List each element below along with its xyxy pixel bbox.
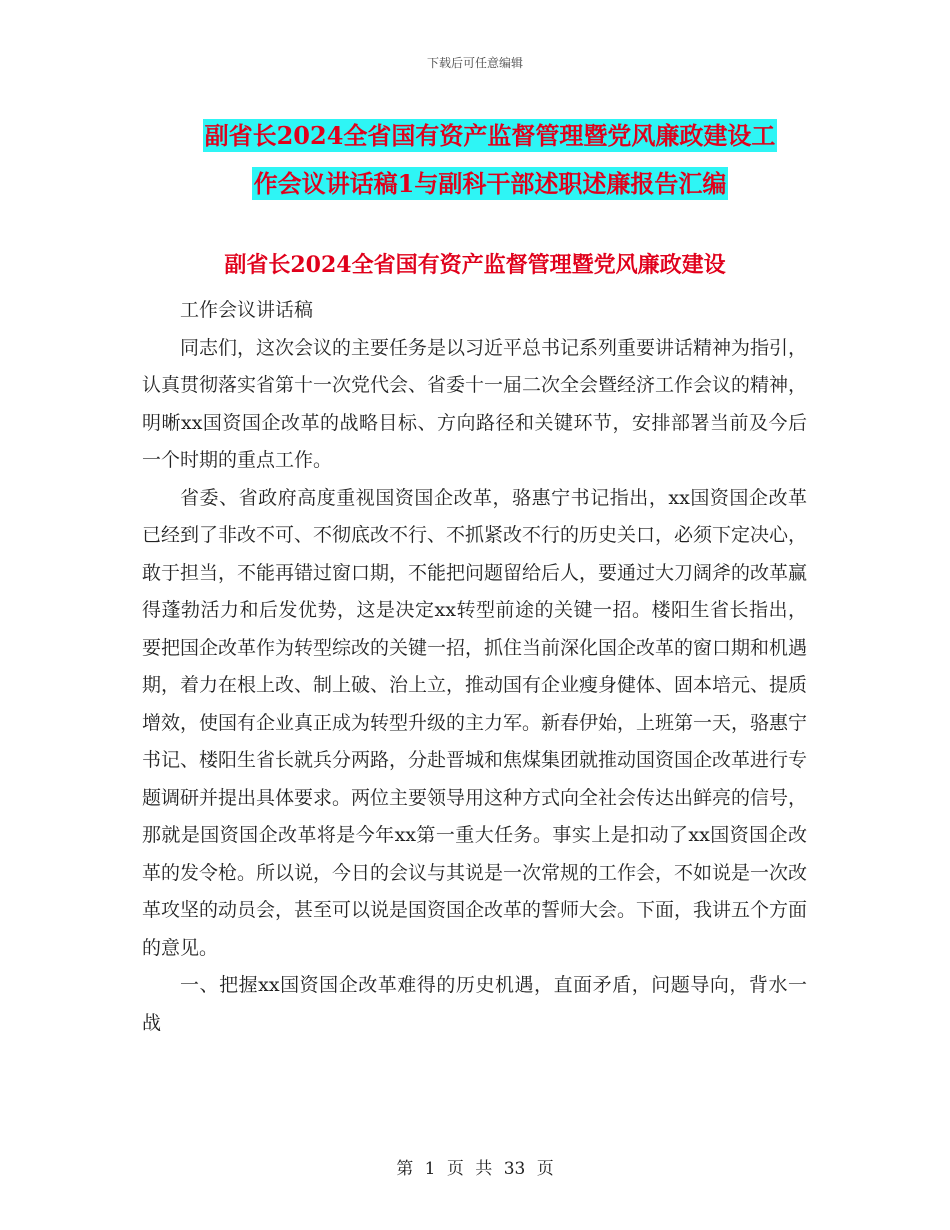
document-title-line-2: 作会议讲话稿1与副科干部述职述廉报告汇编 xyxy=(253,169,727,198)
body-text xyxy=(142,292,807,1042)
header-note: 下载后可任意编辑 xyxy=(426,56,523,70)
paragraph-section-one-heading: 一、把握xx国资国企改革难得的历史机遇，直面矛盾，问题导向，背水一战 xyxy=(142,974,807,1034)
document-title-line-1: 副省长2024全省国有资产监督管理暨党风廉政建设工 xyxy=(204,121,776,150)
document-title xyxy=(150,112,830,208)
section-title: 副省长2024全省国有资产监督管理暨党风廉政建设 xyxy=(224,252,726,278)
paragraph-speech-title: 工作会议讲话稿 xyxy=(180,299,314,321)
page-number: 第 1 页 共 33 页 xyxy=(396,1159,554,1179)
paragraph-reform-importance: 省委、省政府高度重视国资国企改革，骆惠宁书记指出，xx国资国企改革已经到了非改不可、不彻底改不行、不抓紧改不行的历史关口，必须下定决心，敢于担当，不能再错过窗口期，不能把问题留给后人，要通过大刀阔斧的改革赢得蓬勃活力和后发优势，这是决定xx转型前途的关键一招。楼阳生省长指出，要把国企改革作为转型综改的关键一招，抓住当前深化国企改革的窗口期和机遇期，着力在根上改、制上破、治上立，推动国有企业瘦身健体、固本培元、提质增效，使国有企业真正成为转型升级的主力军。新春伊始，上班第一天，骆惠宁书记、楼阳生省长就兵分两路，分赴晋城和焦煤集团就推动国资国企改革进行专题调研并提出具体要求。两位主要领导用这种方式向全社会传达出鲜亮的信号，那就是国资国企改革将是今年xx第一重大任务。事实上是扣动了xx国资国企改革的发令枪。所以说，今日的会议与其说是一次常规的工作会，不如说是一次改革攻坚的动员会，甚至可以说是国资国企改革的誓师大会。下面，我讲五个方面的意见。 xyxy=(142,486,808,959)
paragraph-opening: 同志们，这次会议的主要任务是以习近平总书记系列重要讲话精神为指引，认真贯彻落实省第十一次党代会、省委十一届二次全会暨经济工作会议的精神，明晰xx国资国企改革的战略目标、方向路径和关键环节，安排部署当前及今后一个时期的重点工作。 xyxy=(142,336,808,471)
